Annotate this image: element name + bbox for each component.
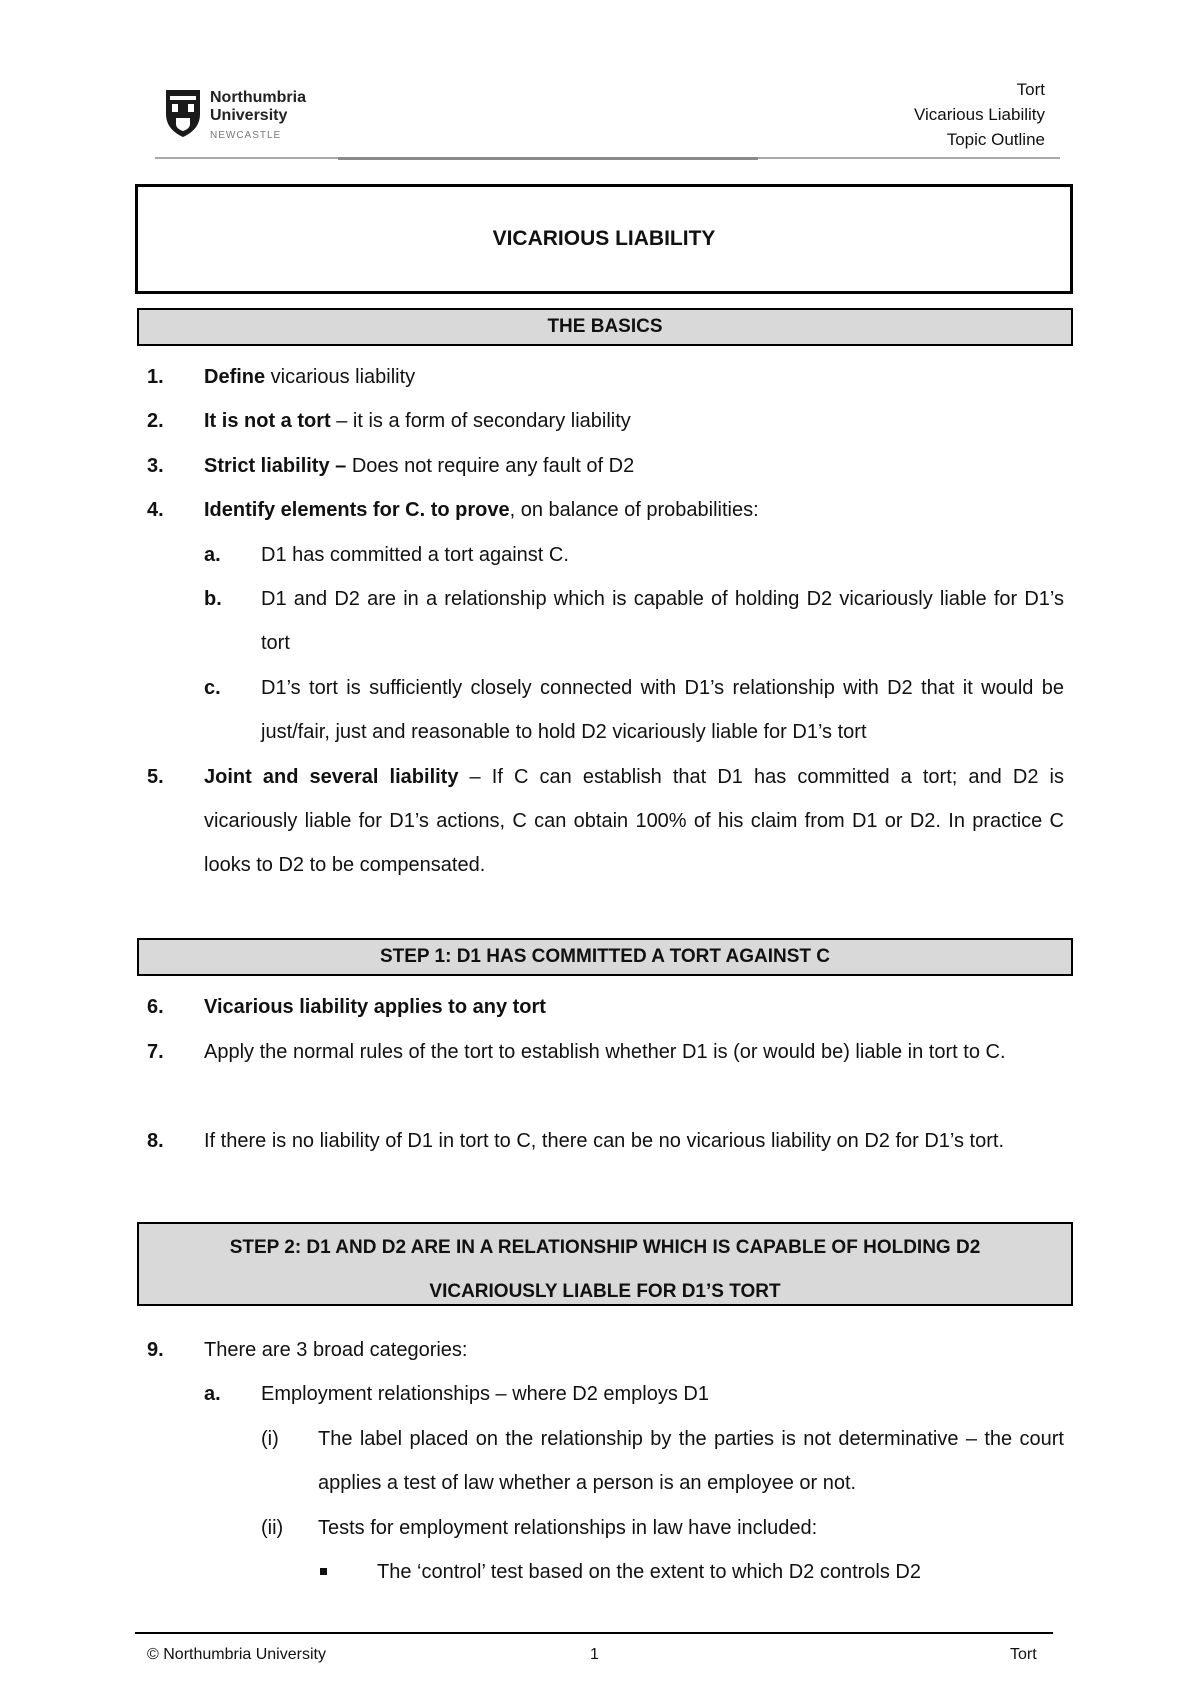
item-text: D1’s tort is sufficiently closely connected with D1’s relationship with D2 that it would be just/fair, just and reasonable to hold D2 vicariously liable for D1’s tort	[261, 677, 1064, 743]
item-text: There are 3 broad categories:	[204, 1339, 468, 1361]
logo-text-line3: NEWCASTLE	[210, 130, 282, 141]
section-basics: THE BASICS	[137, 308, 1073, 346]
header-rule-accent	[338, 157, 758, 160]
item-text: – If C can establish that D1 has committed a tort; and D2 is vicariously liable for D1’s actions, C can obtain 100% of his claim from D1 or D2. In practice C looks to D2 to be compensated.	[204, 766, 1064, 876]
item-number: 6.	[147, 996, 164, 1018]
item-letter: c.	[204, 677, 221, 699]
item-number: 8.	[147, 1130, 164, 1152]
item-text: The label placed on the relationship by the parties is not determinative – the court applies a test of law whether a person is an employee or not.	[318, 1428, 1064, 1494]
item-text: vicarious liability	[265, 366, 416, 388]
item-number: 7.	[147, 1041, 164, 1063]
footer-page-number: 1	[590, 1646, 599, 1663]
item-bold: Strict liability –	[204, 455, 347, 477]
header-meta	[914, 77, 1045, 152]
item-bold: It is not a tort	[204, 410, 331, 432]
item-bold: Define	[204, 366, 266, 388]
header-doc-type: Topic Outline	[946, 130, 1045, 149]
item-number: 2.	[147, 410, 164, 432]
item-number: 9.	[147, 1339, 164, 1361]
item-number: 4.	[147, 499, 164, 521]
item-text: The ‘control’ test based on the extent to which D2 controls D2	[377, 1561, 921, 1583]
section-step2	[137, 1222, 1073, 1306]
section-step1: STEP 1: D1 HAS COMMITTED A TORT AGAINST C	[137, 938, 1073, 976]
item-number: 5.	[147, 766, 164, 788]
item-roman: (ii)	[261, 1517, 284, 1539]
section-step2-line2: VICARIOUSLY LIABLE FOR D1’S TORT	[429, 1281, 781, 1302]
item-letter: b.	[204, 588, 222, 610]
item-text: Tests for employment relationships in law have included:	[318, 1517, 818, 1539]
bullet-icon	[320, 1568, 327, 1575]
item-roman: (i)	[261, 1428, 279, 1450]
item-bold: Joint and several liability	[204, 766, 459, 788]
item-letter: a.	[204, 1383, 221, 1405]
item-text: Apply the normal rules of the tort to establish whether D1 is (or would be) liable in tort to C.	[204, 1041, 1006, 1063]
item-number: 3.	[147, 455, 164, 477]
section-step2-line1: STEP 2: D1 AND D2 ARE IN A RELATIONSHIP WHICH IS CAPABLE OF HOLDING D2	[229, 1237, 981, 1258]
crest-icon	[164, 88, 202, 138]
item-letter: a.	[204, 544, 221, 566]
footer-copyright: © Northumbria University	[147, 1646, 326, 1663]
logo-text-line1: Northumbria	[210, 89, 306, 106]
header-subject: Tort	[1016, 80, 1045, 99]
item-text: , on balance of probabilities:	[509, 499, 759, 521]
footer-subject: Tort	[1010, 1646, 1037, 1663]
university-logo	[164, 88, 334, 144]
item-text: D1 and D2 are in a relationship which is capable of holding D2 vicariously liable for D1’s tort	[261, 588, 1064, 654]
footer-rule	[135, 1632, 1053, 1634]
page-title: VICARIOUS LIABILITY	[135, 184, 1073, 294]
item-bold: Vicarious liability applies to any tort	[204, 996, 546, 1018]
logo-text-line2: University	[210, 107, 288, 124]
item-text: – it is a form of secondary liability	[330, 410, 631, 432]
item-number: 1.	[147, 366, 164, 388]
item-bold: Identify elements for C. to prove	[204, 499, 510, 521]
item-text: If there is no liability of D1 in tort to C, there can be no vicarious liability on D2 for D1’s tort.	[204, 1130, 1004, 1152]
item-text: D1 has committed a tort against C.	[261, 544, 569, 566]
item-text: Employment relationships – where D2 employs D1	[261, 1383, 709, 1405]
header-topic: Vicarious Liability	[913, 105, 1045, 124]
item-text: Does not require any fault of D2	[346, 455, 635, 477]
